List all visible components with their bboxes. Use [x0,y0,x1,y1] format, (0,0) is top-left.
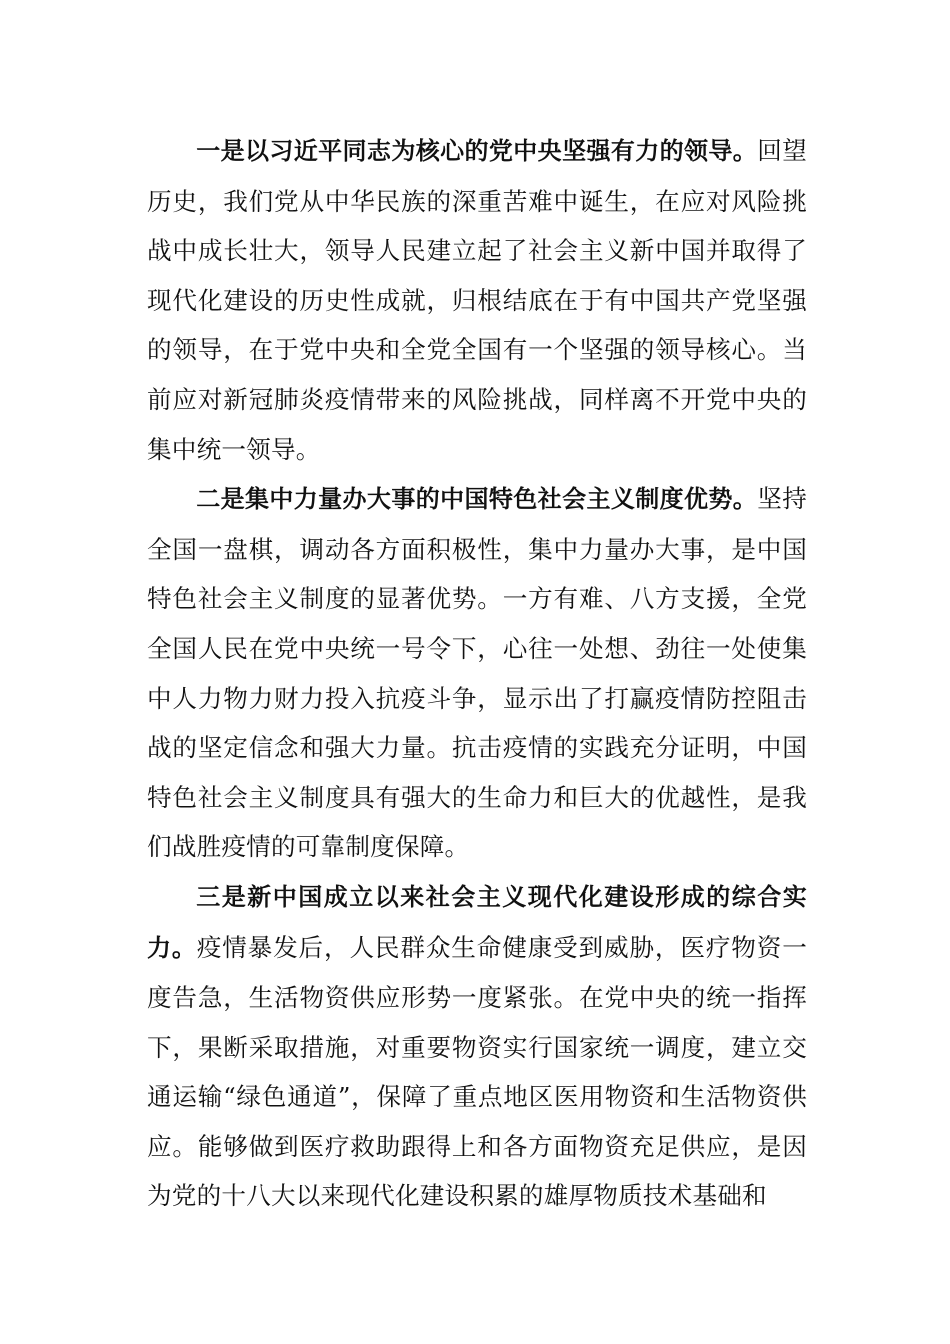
paragraph-2-body: 坚持全国一盘棋，调动各方面积极性，集中力量办大事，是中国特色社会主义制度的显著优势。一方有难、八方支援，全党全国人民在党中央统一号令下，心往一处想、劲往一处使集中人力物力财力投入抗疫斗争，显示出了打赢疫情防控阻击战的坚定信念和强大力量。抗击疫情的实践充分证明，中国特色社会主义制度具有强大的生命力和巨大的优越性，是我们战胜疫情的可靠制度保障。 [147,484,807,862]
paragraph-2-lead: 二是集中力量办大事的中国特色社会主义制度优势。 [196,485,758,514]
paragraph-1 [147,126,807,474]
paragraph-3 [147,872,807,1221]
paragraph-3-body: 疫情暴发后，人民群众生命健康受到威胁，医疗物资一度告急，生活物资供应形势一度紧张。在党中央的统一指挥下，果断采取措施，对重要物资实行国家统一调度，建立交通运输“绿色通道”，保障了重点地区医用物资和生活物资供应。能够做到医疗救助跟得上和各方面物资充足供应，是因为党的十八大以来现代化建设积累的雄厚物质技术基础和 [147,932,807,1211]
paragraph-3-lead: 三是新中国成立以来社会主义现代化建设形成的综合实力。 [147,882,807,962]
document-body [147,126,807,1221]
paragraph-2 [147,474,807,872]
paragraph-1-body: 回望历史，我们党从中华民族的深重苦难中诞生，在应对风险挑战中成长壮大，领导人民建立起了社会主义新中国并取得了现代化建设的历史性成就，归根结底在于有中国共产党坚强的领导，在于党中央和全党全国有一个坚强的领导核心。当前应对新冠肺炎疫情带来的风险挑战，同样离不开党中央的集中统一领导。 [147,136,807,464]
paragraph-1-lead: 一是以习近平同志为核心的党中央坚强有力的领导。 [196,137,758,165]
